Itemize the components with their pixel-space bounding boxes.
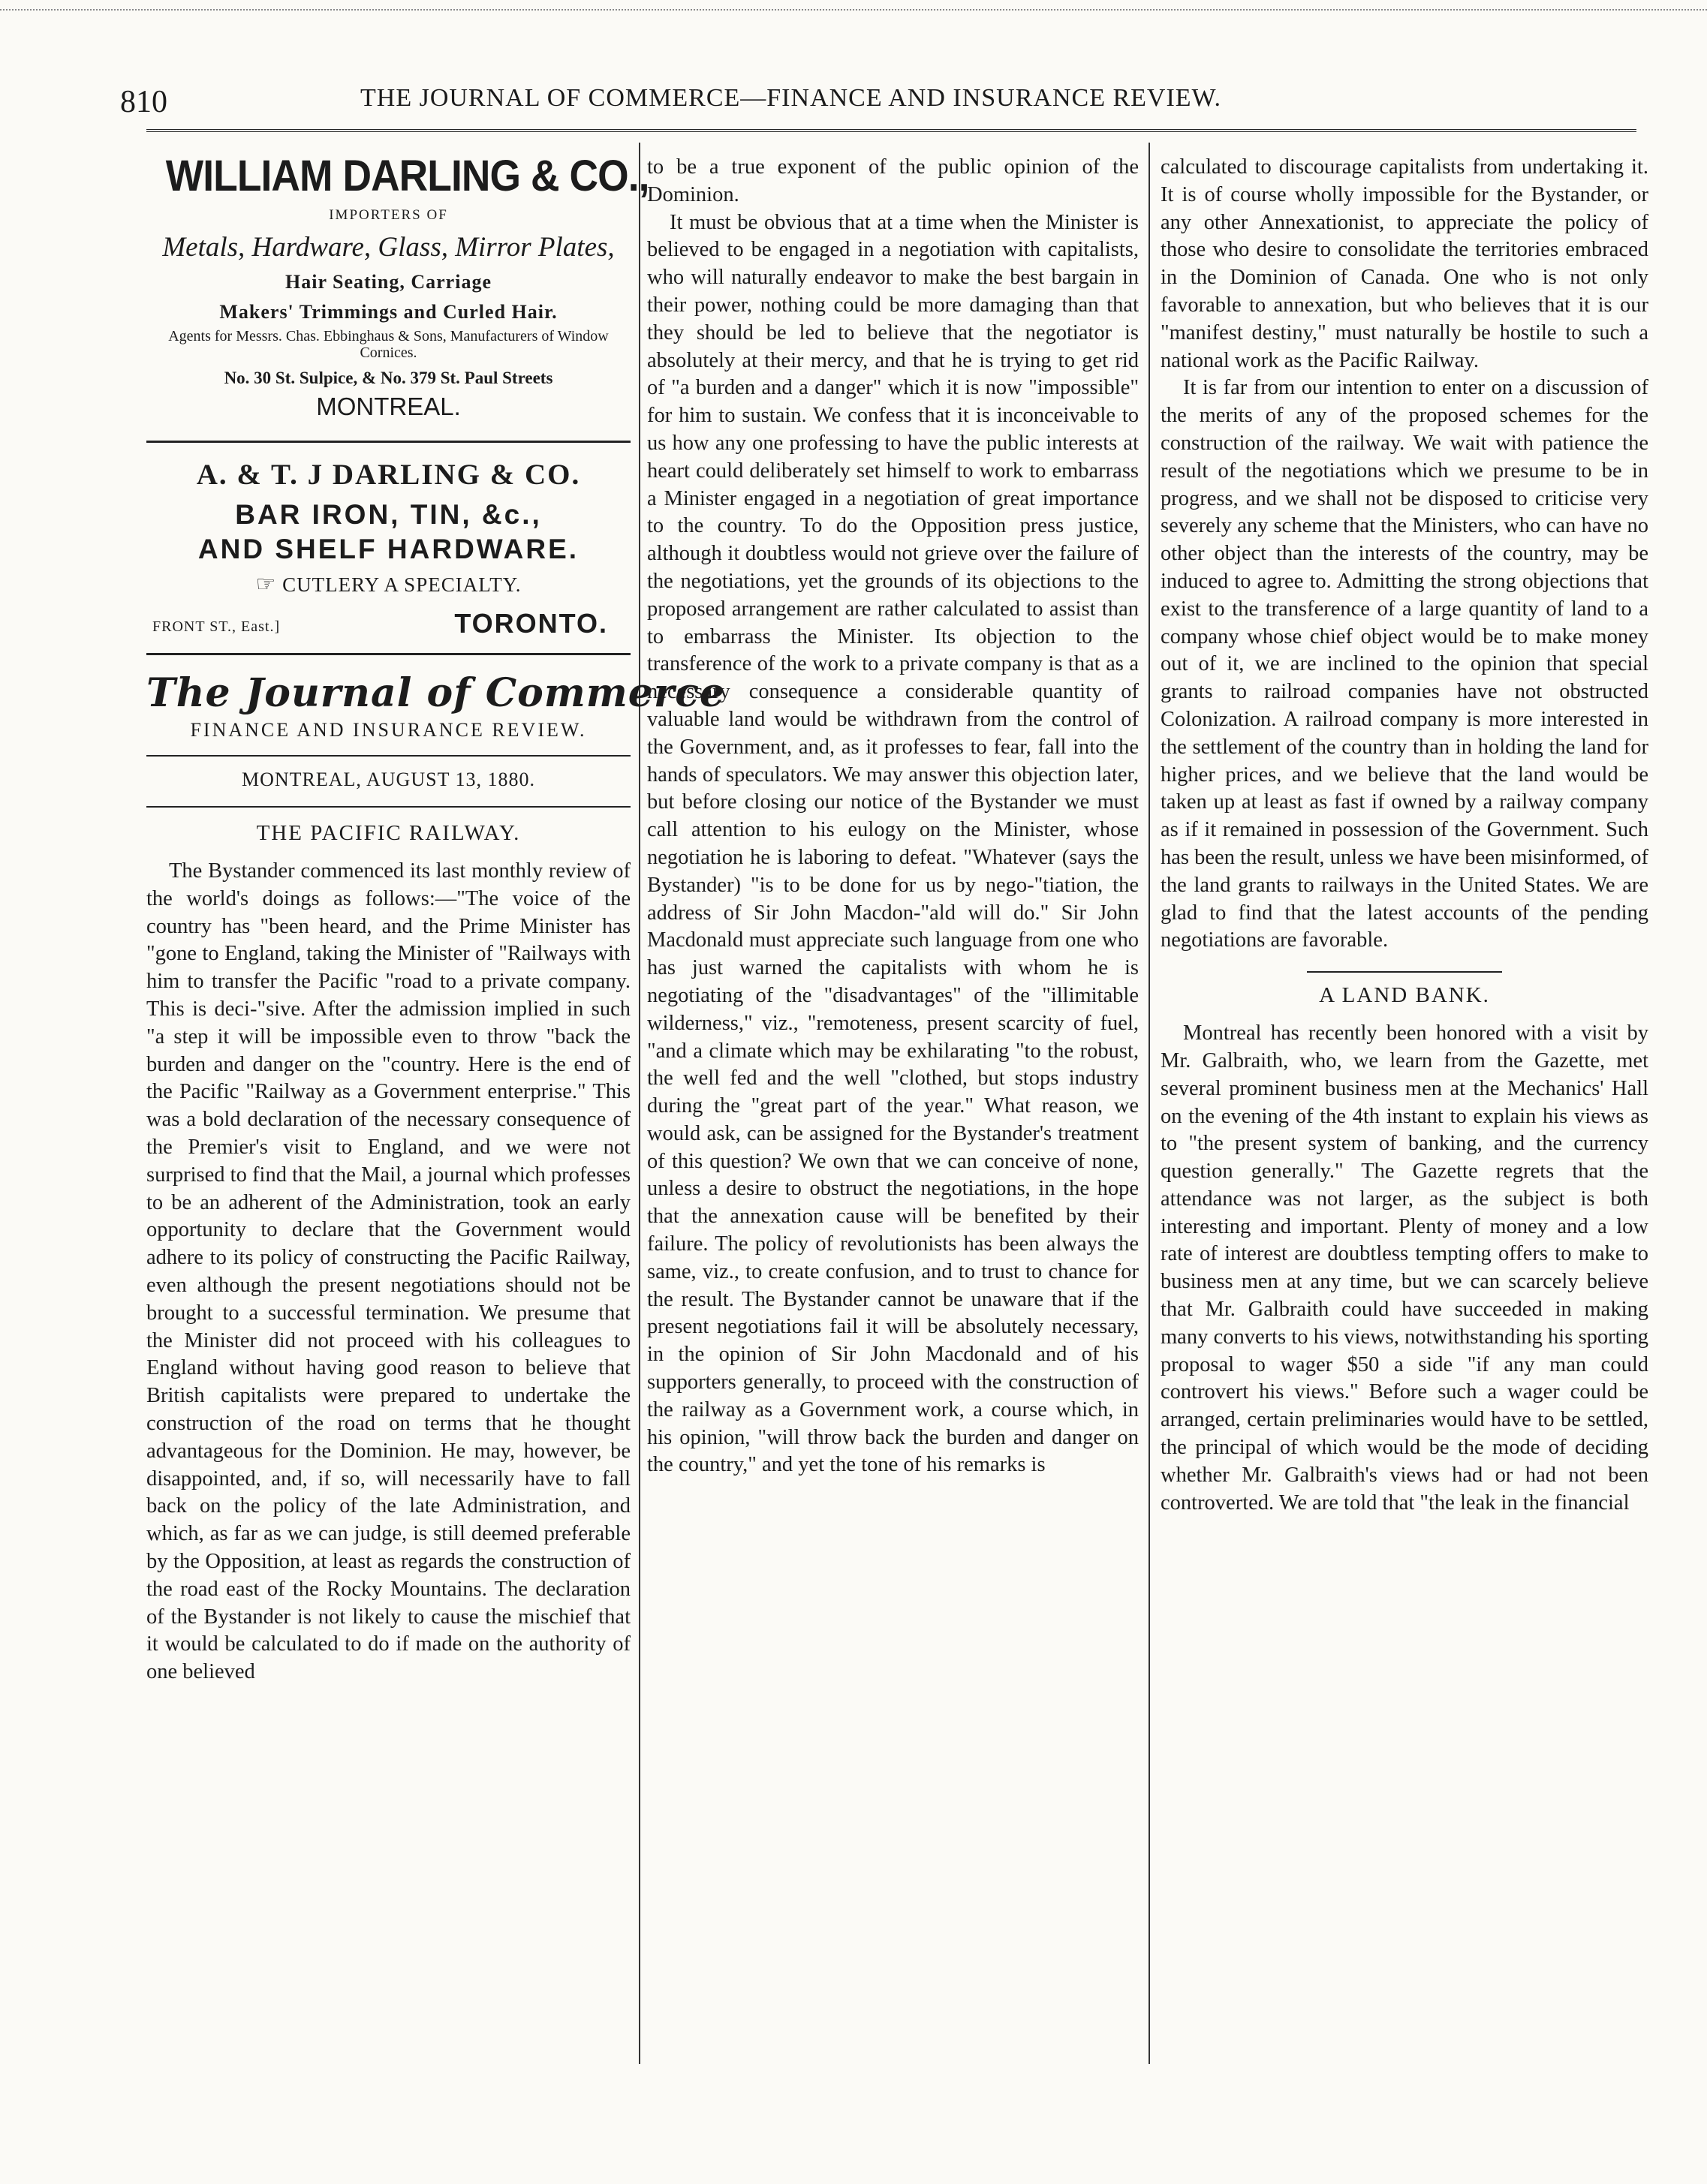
article-paragraph: It must be obvious that at a time when the Minister is believed to be engaged in a negotiation with capitalists, who will naturally endeavor to make the best bargain in their power, nothing could be more damaging than that they should be led to believe that the negotiator is absolutely at their mercy, and that he is trying to get rid of "a burden and a danger" which it is now "impossible" for him to sustain. We confess that it is inconceivable to us how any one professing to have the public interests at heart could deliberately set himself to work to embarrass a Minister engaged in a negotiation of great importance to the country. To do the Opposition press justice, although it doubtless would not grieve over the failure of the negotiations, yet the grounds of its objections to the proposed arrangement are rather calculated to assist than to embarrass the Minister. Its objection to the transference of the work to a private company is that as a necessary consequence a considerable quantity of valuable land would be withdrawn from the control of the Government, and, as it professes to fear, fall into the hands of speculators. We may answer this objection later, but before closing our notice of the Bystander we must call attention to his eulogy on the Minister, whose negotiation he is laboring to defeat. "Whatever (says the Bystander) "is to be done for us by nego-"tiation, the address of Sir John Macdon-"ald will do." Sir John Macdonald must appreciate such language from one who has just warned the capitalists with whom he is negotiating of the "disadvantages" of the "illimitable wilderness," viz., "remoteness, present scarcity of fuel, "and a climate which may be exhilarating "to the robust, the well fed and the well "clothed, but stops industry during the "great part of the year." What reason, we would ask, can be assigned for the Bystander's treatment of this question? We own that we can conceive of none, unless a desire to obstruct the negotiations, in the hope that the annexation cause will be benefited by their failure. The policy of revolutionists has been always the same, viz., to create confusion, and to trust to chance for the result. The Bystander cannot be unaware that if the present negotiations fail it will be absolutely necessary, in the opinion of Sir John Macdonald and of his supporters generally, to proceed with the construction of the railway as a Government work, a course which, in his opinion, "will throw back the burden and danger on the country," and yet the tone of his remarks is: [647, 210, 1139, 1477]
dateline: MONTREAL, AUGUST 13, 1880.: [146, 755, 631, 791]
advertiser-goods-line-2: Makers' Trimmings and Curled Hair.: [219, 301, 558, 323]
advertiser-name: A. & T. J DARLING & CO.: [196, 459, 581, 491]
advertiser-city: TORONTO.: [454, 608, 608, 639]
advertiser-city: MONTREAL.: [316, 393, 461, 420]
header-rule: [146, 129, 1636, 132]
article-paragraph: to be a true exponent of the public opinion of the Dominion.: [647, 155, 1139, 206]
column-1: [146, 146, 726, 1686]
dateline-rule: [146, 806, 631, 808]
page-number: 810: [120, 85, 167, 119]
advertiser-specialty: [146, 571, 631, 597]
advertiser-address: No. 30 St. Sulpice, & No. 379 St. Paul Streets: [224, 369, 553, 387]
article-paragraph: Montreal has recently been honored with a visit by Mr. Galbraith, who, we learn from the Gazette, met several prominent business men at the Mechanics' Hall on the evening of the 4th instant to explain his views as to "the present system of banking, and the currency question generally." The Gazette regrets that the attendance was not larger, as the subject is both interesting and important. Plenty of money and a low rate of interest are doubtless tempting offers to make to business men at any time, but we can scarcely believe that Mr. Galbraith could have succeeded in making many converts to his views, notwithstanding his sporting proposal to wager $50 a side "if any man could controvert his views." Before such a wager could be arranged, certain preliminaries would have to be settled, the principal of which would be the mode of deciding whether Mr. Galbraith's views had or had not been controverted. We are told that "the leak in the financial: [1161, 1021, 1648, 1515]
advertiser-location: [146, 608, 631, 645]
column-2: [647, 154, 1139, 1479]
article-divider: [1307, 971, 1502, 973]
advertiser-tagline: IMPORTERS OF: [329, 207, 448, 223]
pointing-hand-icon: ☞: [255, 572, 277, 597]
advertiser-name: WILLIAM DARLING & CO.,: [165, 152, 649, 200]
column-3: [1161, 154, 1648, 1517]
advertisement-at-darling: [146, 458, 631, 645]
specialty-text: CUTLERY A SPECIALTY.: [282, 573, 522, 596]
advertisement-william-darling: [146, 151, 649, 421]
article-title: THE PACIFIC RAILWAY.: [256, 821, 521, 845]
advertisement-divider: [146, 441, 631, 443]
running-title: THE JOURNAL OF COMMERCE—FINANCE AND INSURANCE REVIEW.: [360, 84, 1222, 112]
column-divider-1: [639, 143, 640, 2064]
advertiser-goods-line-1: Hair Seating, Carriage: [285, 271, 492, 293]
top-edge-rule: [0, 9, 1707, 11]
masthead-title: The Journal of Commerce: [146, 670, 726, 716]
advertiser-agency: Agents for Messrs. Chas. Ebbinghaus & Sons, Manufacturers of Window Cornices.: [168, 328, 609, 361]
advertiser-street: FRONT ST., East.]: [152, 618, 281, 635]
advertiser-goods: Metals, Hardware, Glass, Mirror Plates,: [162, 232, 615, 263]
article-paragraph: The Bystander commenced its last monthly review of the world's doings as follows:—"The voice of the country has "been heard, and the Prime Minister has "gone to England, taking the Minister of "Railways with him to transfer the Pacific "road to a private company. This is deci-"sive. After the admission implied in such "a step it will be impossible even to throw "back the burden and danger on the "country. Here is the end of the Pacific "Railway as a Government enterprise." This was a bold declaration of the necessary consequence of the Premier's visit to England, and we were not surprised to find that the Mail, a journal which professes to be an adherent of the Administration, took an early opportunity to declare that the Government would adhere to its policy of constructing the Pacific Railway, even although the present negotiations should not be brought to a successful termination. We presume that the Minister did not proceed with his colleagues to England without having good reason to believe that British capitalists were prepared to undertake the construction of the road on terms that he thought advantageous for the Dominion. He may, however, be disappointed, and, if so, will necessarily have to fall back on the policy of the late Administration, and which, as far as we can judge, is still deemed preferable by the Opposition, at least as regards the construction of the road east of the Rocky Mountains. The declaration of the Bystander is not likely to cause the mischief that it would be calculated to do if made on the authority of one believed: [146, 859, 631, 1684]
article-title: A LAND BANK.: [1319, 983, 1490, 1008]
masthead-divider: [146, 653, 631, 655]
page-header: [120, 84, 1644, 123]
advertiser-goods-line-1: BAR IRON, TIN, &c.,: [235, 499, 542, 530]
article-paragraph: It is far from our intention to enter on a discussion of the merits of any of the proposed schemes for the construction of the railway. We wait with patience the result of the negotiations which we presume to be in progress, and we shall not be disposed to criticise very severely any scheme that the Ministers, who can have no other object than the interests of the country, may be induced to agree to. Admitting the strong objections that exist to the transference of a large quantity of land to a company whose chief object would be to make money out of it, we are inclined to the opinion that special grants to railroad companies have not obstructed Colonization. A railroad company is more interested in the settlement of the country than in holding the land for higher prices, and we believe that the land would be taken up at least as fast if owned by a railway company as if it remained in possession of the Government. Such has been the result, unless we have been misinformed, of the land grants to railways in the United States. We are glad to find that the latest accounts of the pending negotiations are favorable.: [1161, 376, 1648, 952]
masthead-subtitle: FINANCE AND INSURANCE REVIEW.: [190, 719, 587, 741]
article-paragraph: calculated to discourage capitalists from undertaking it. It is of course wholly impossible for the Bystander, or any other Annexationist, to appreciate the policy of those who desire to consolidate the territories embraced in the Dominion of Canada. One who is not only favorable to annexation, but who believes that it is our "manifest destiny," must naturally be hostile to such a national work as the Pacific Railway.: [1161, 155, 1648, 372]
advertiser-goods-line-2: AND SHELF HARDWARE.: [197, 534, 580, 564]
column-divider-2: [1149, 143, 1150, 2064]
